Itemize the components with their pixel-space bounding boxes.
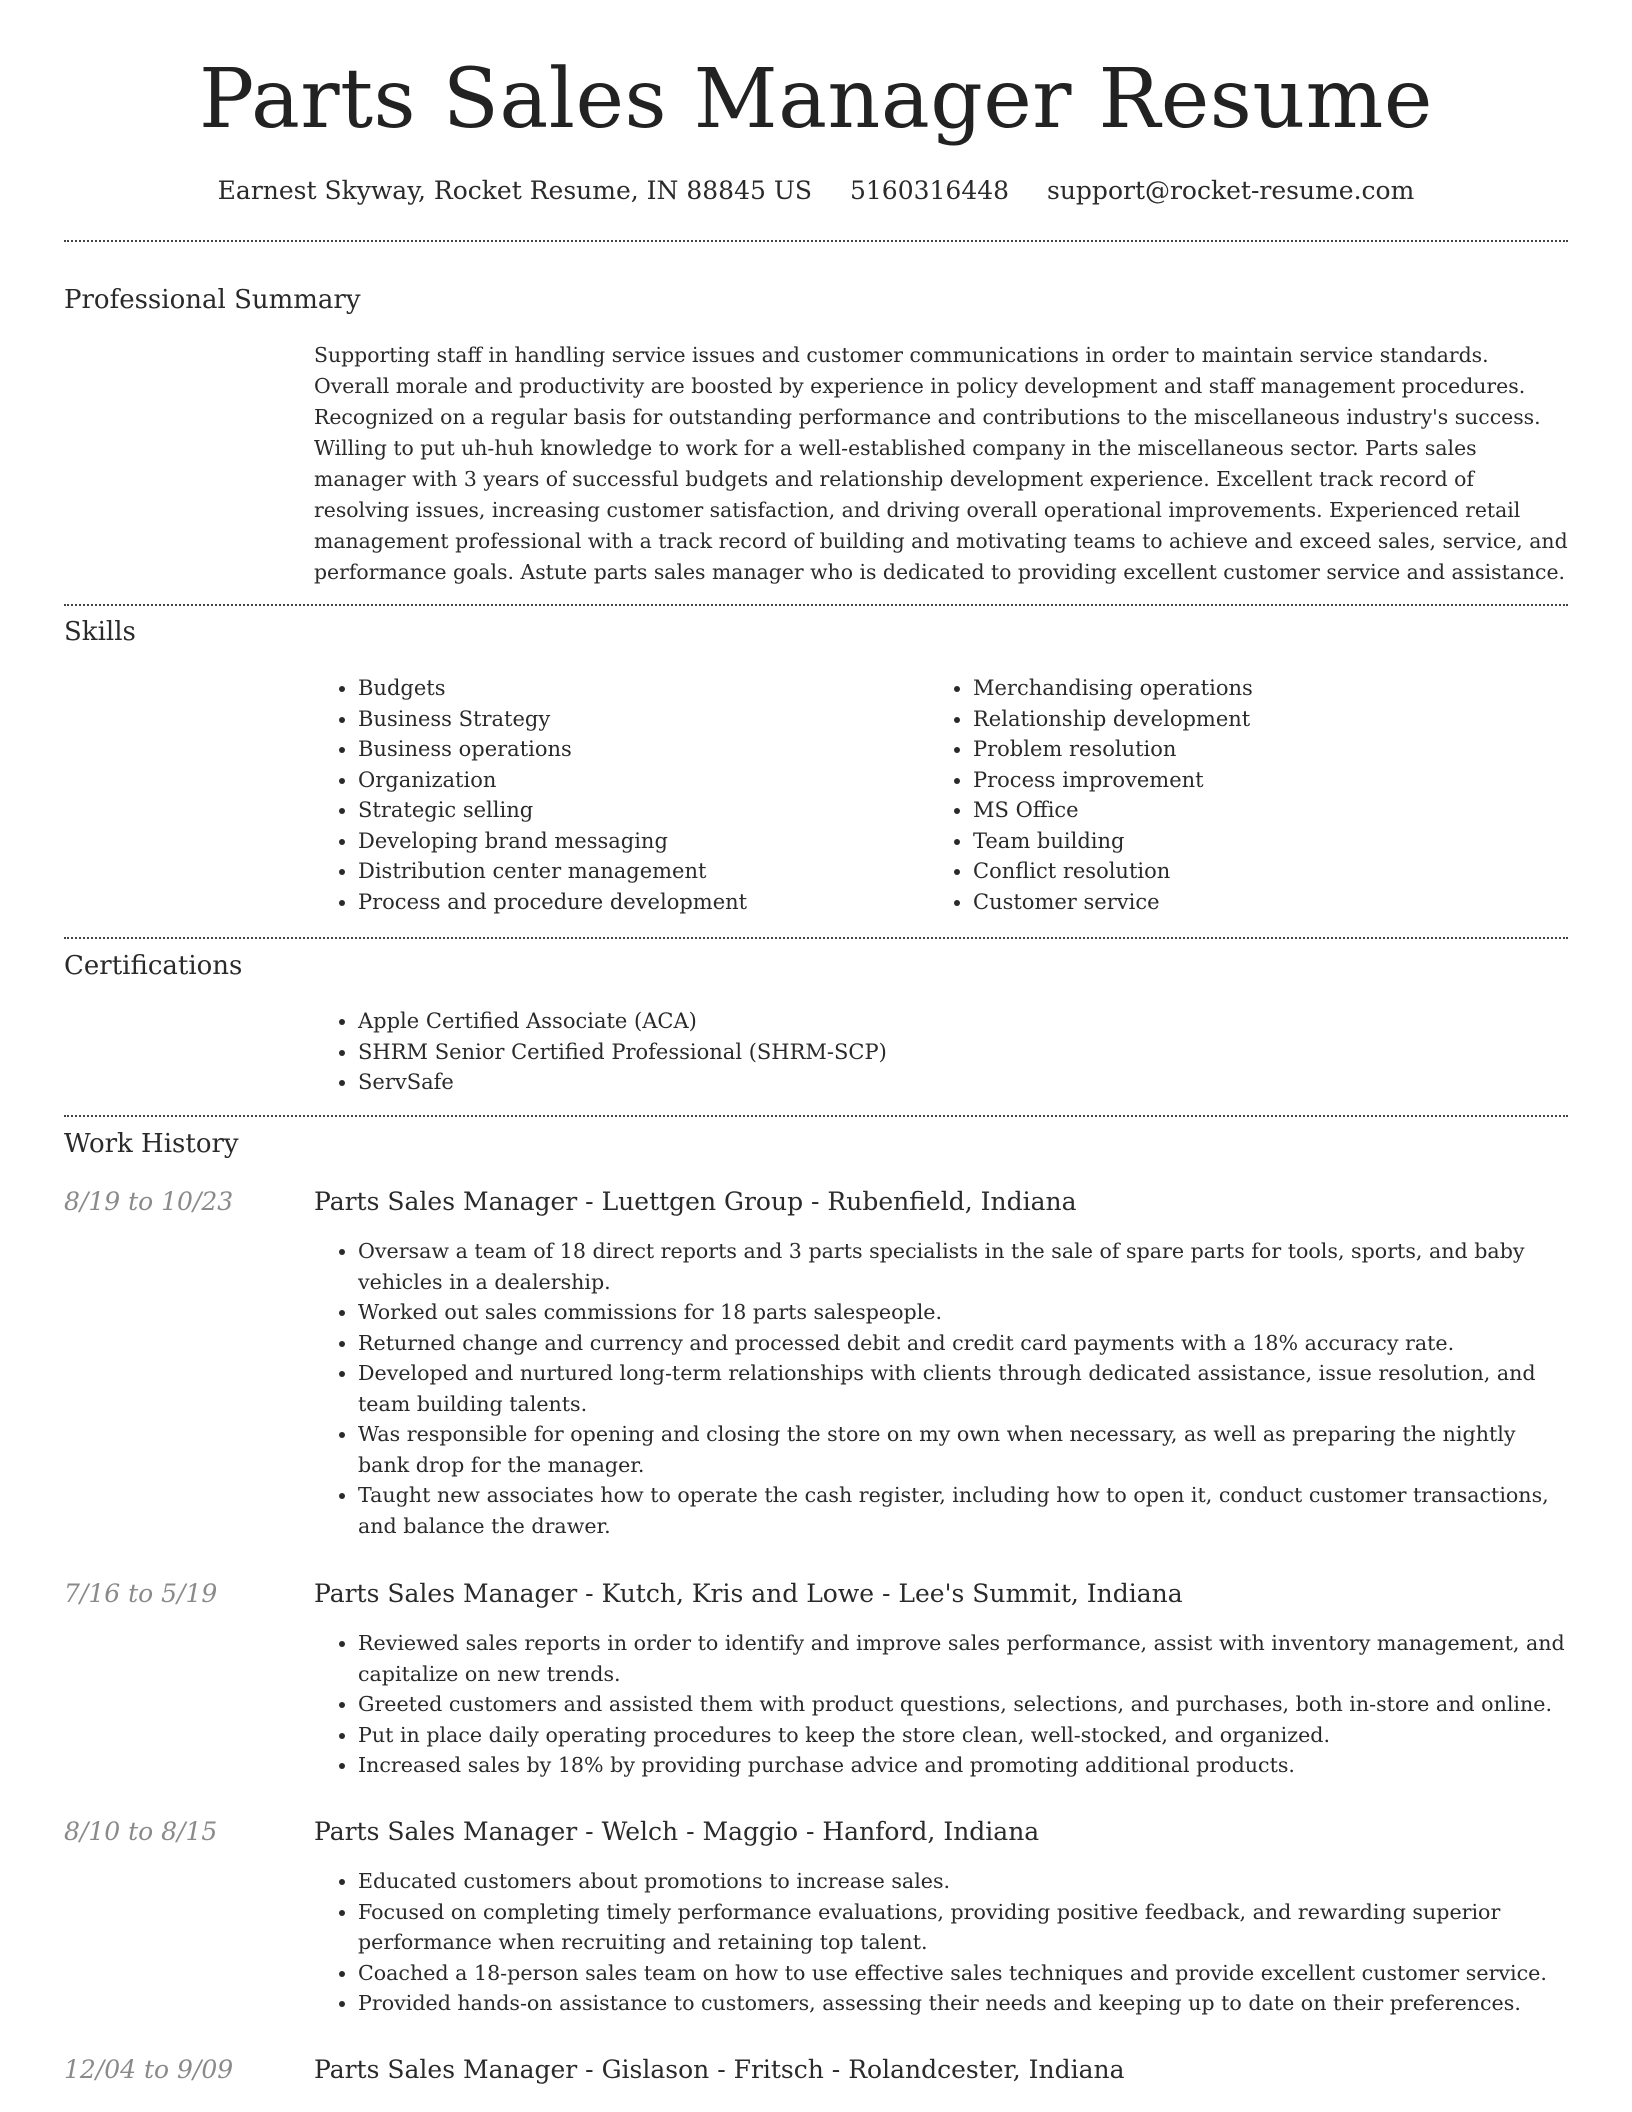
job-title: Parts Sales Manager - Welch - Maggio - Hanford, Indiana — [314, 1817, 1040, 1846]
list-item: • Conflict resolution — [973, 856, 1573, 887]
list-item: • Problem resolution — [973, 734, 1573, 765]
list-item: • Business operations — [358, 734, 918, 765]
work-history-heading: Work History — [64, 1129, 239, 1159]
job-title: Parts Sales Manager - Luettgen Group - Rubenfield, Indiana — [314, 1187, 1077, 1216]
page-title: Parts Sales Manager Resume — [199, 52, 1433, 147]
contact-address: Earnest Skyway, Rocket Resume, IN 88845 US — [217, 176, 813, 205]
certifications-list — [314, 1006, 1558, 1098]
list-item: • Reviewed sales reports in order to identify and improve sales performance, assist with inventory management, and capitalize on new trends. — [358, 1628, 1568, 1689]
job-dates: 8/10 to 8/15 — [64, 1817, 218, 1846]
list-item: • Focused on completing timely performance evaluations, providing positive feedback, and rewarding superior performance when recruiting and retaining top talent. — [358, 1897, 1568, 1958]
list-item: • Put in place daily operating procedures to keep the store clean, well-stocked, and organized. — [358, 1720, 1568, 1751]
list-item: • Team building — [973, 826, 1573, 857]
list-item: • Educated customers about promotions to increase sales. — [358, 1866, 1568, 1897]
list-item: • ServSafe — [358, 1067, 1558, 1098]
job-dates: 7/16 to 5/19 — [64, 1579, 218, 1608]
list-item: • Worked out sales commissions for 18 parts salespeople. — [358, 1297, 1568, 1328]
job-dates: 12/04 to 9/09 — [64, 2055, 234, 2084]
list-item: • Apple Certified Associate (ACA) — [358, 1006, 1558, 1037]
skills-heading: Skills — [64, 617, 136, 647]
list-item: • Greeted customers and assisted them with product questions, selections, and purchases, both in-store and online. — [358, 1689, 1568, 1720]
list-item: • Business Strategy — [358, 704, 918, 735]
list-item: • MS Office — [973, 795, 1573, 826]
certifications-heading: Certifications — [64, 951, 243, 981]
skills-list-right — [929, 673, 1573, 917]
list-item: • Developed and nurtured long-term relationships with clients through dedicated assistance, issue resolution, and team building talents. — [358, 1358, 1568, 1419]
list-item: • Customer service — [973, 887, 1573, 918]
skills-list-left — [314, 673, 918, 917]
summary-text: Supporting staff in handling service issues and customer communications in order to maintain service standards. Overall morale and productivity are boosted by experience in policy development and staff management procedures. Recognized on a regular basis for outstanding performance and contributions to the miscellaneous industry's success. Willing to put uh-huh knowledge to work for a well-established company in the miscellaneous sector. Parts sales manager with 3 years of successful budgets and relationship development experience. Excellent track record of resolving issues, increasing customer satisfaction, and driving overall operational improvements. Experienced retail management professional with a track record of building and motivating teams to achieve and exceed sales, service, and performance goals. Astute parts sales manager who is dedicated to providing excellent customer service and assistance. — [314, 343, 1568, 584]
list-item: • Taught new associates how to operate the cash register, including how to open it, conduct customer transactions, and balance the drawer. — [358, 1480, 1568, 1541]
list-item: • Relationship development — [973, 704, 1573, 735]
job-bullets — [314, 1236, 1568, 1541]
contact-phone: 5160316448 — [849, 176, 1010, 205]
list-item: • Organization — [358, 765, 918, 796]
job-dates: 8/19 to 10/23 — [64, 1187, 234, 1216]
list-item: • Coached a 18-person sales team on how to use effective sales techniques and provide excellent customer service. — [358, 1958, 1568, 1989]
list-item: • Returned change and currency and processed debit and credit card payments with a 18% accuracy rate. — [358, 1328, 1568, 1359]
resume-header — [0, 0, 1632, 206]
list-item: • Distribution center management — [358, 856, 918, 887]
list-item: • Increased sales by 18% by providing purchase advice and promoting additional products. — [358, 1750, 1568, 1781]
list-item: • Provided hands-on assistance to customers, assessing their needs and keeping up to date on their preferences. — [358, 1988, 1568, 2019]
list-item: • Merchandising operations — [973, 673, 1573, 704]
list-item: • Oversaw a team of 18 direct reports and 3 parts specialists in the sale of spare parts for tools, sports, and baby vehicles in a dealership. — [358, 1236, 1568, 1297]
list-item: • Developing brand messaging — [358, 826, 918, 857]
list-item: • Strategic selling — [358, 795, 918, 826]
list-item: • Budgets — [358, 673, 918, 704]
section-divider — [64, 1115, 1568, 1117]
contact-email: support@rocket-resume.com — [1047, 176, 1415, 205]
job-title: Parts Sales Manager - Kutch, Kris and Lowe - Lee's Summit, Indiana — [314, 1579, 1183, 1608]
list-item: • Was responsible for opening and closing the store on my own when necessary, as well as preparing the nightly bank drop for the manager. — [358, 1419, 1568, 1480]
contact-line — [0, 176, 1632, 206]
section-divider — [64, 937, 1568, 939]
job-bullets — [314, 1866, 1568, 2019]
section-divider — [64, 604, 1568, 606]
list-item: • SHRM Senior Certified Professional (SHRM-SCP) — [358, 1037, 1558, 1068]
list-item: • Process and procedure development — [358, 887, 918, 918]
list-item: • Process improvement — [973, 765, 1573, 796]
summary-heading: Professional Summary — [64, 285, 361, 315]
job-title: Parts Sales Manager - Gislason - Fritsch - Rolandcester, Indiana — [314, 2055, 1125, 2084]
section-divider — [64, 240, 1568, 242]
job-bullets — [314, 1628, 1568, 1781]
